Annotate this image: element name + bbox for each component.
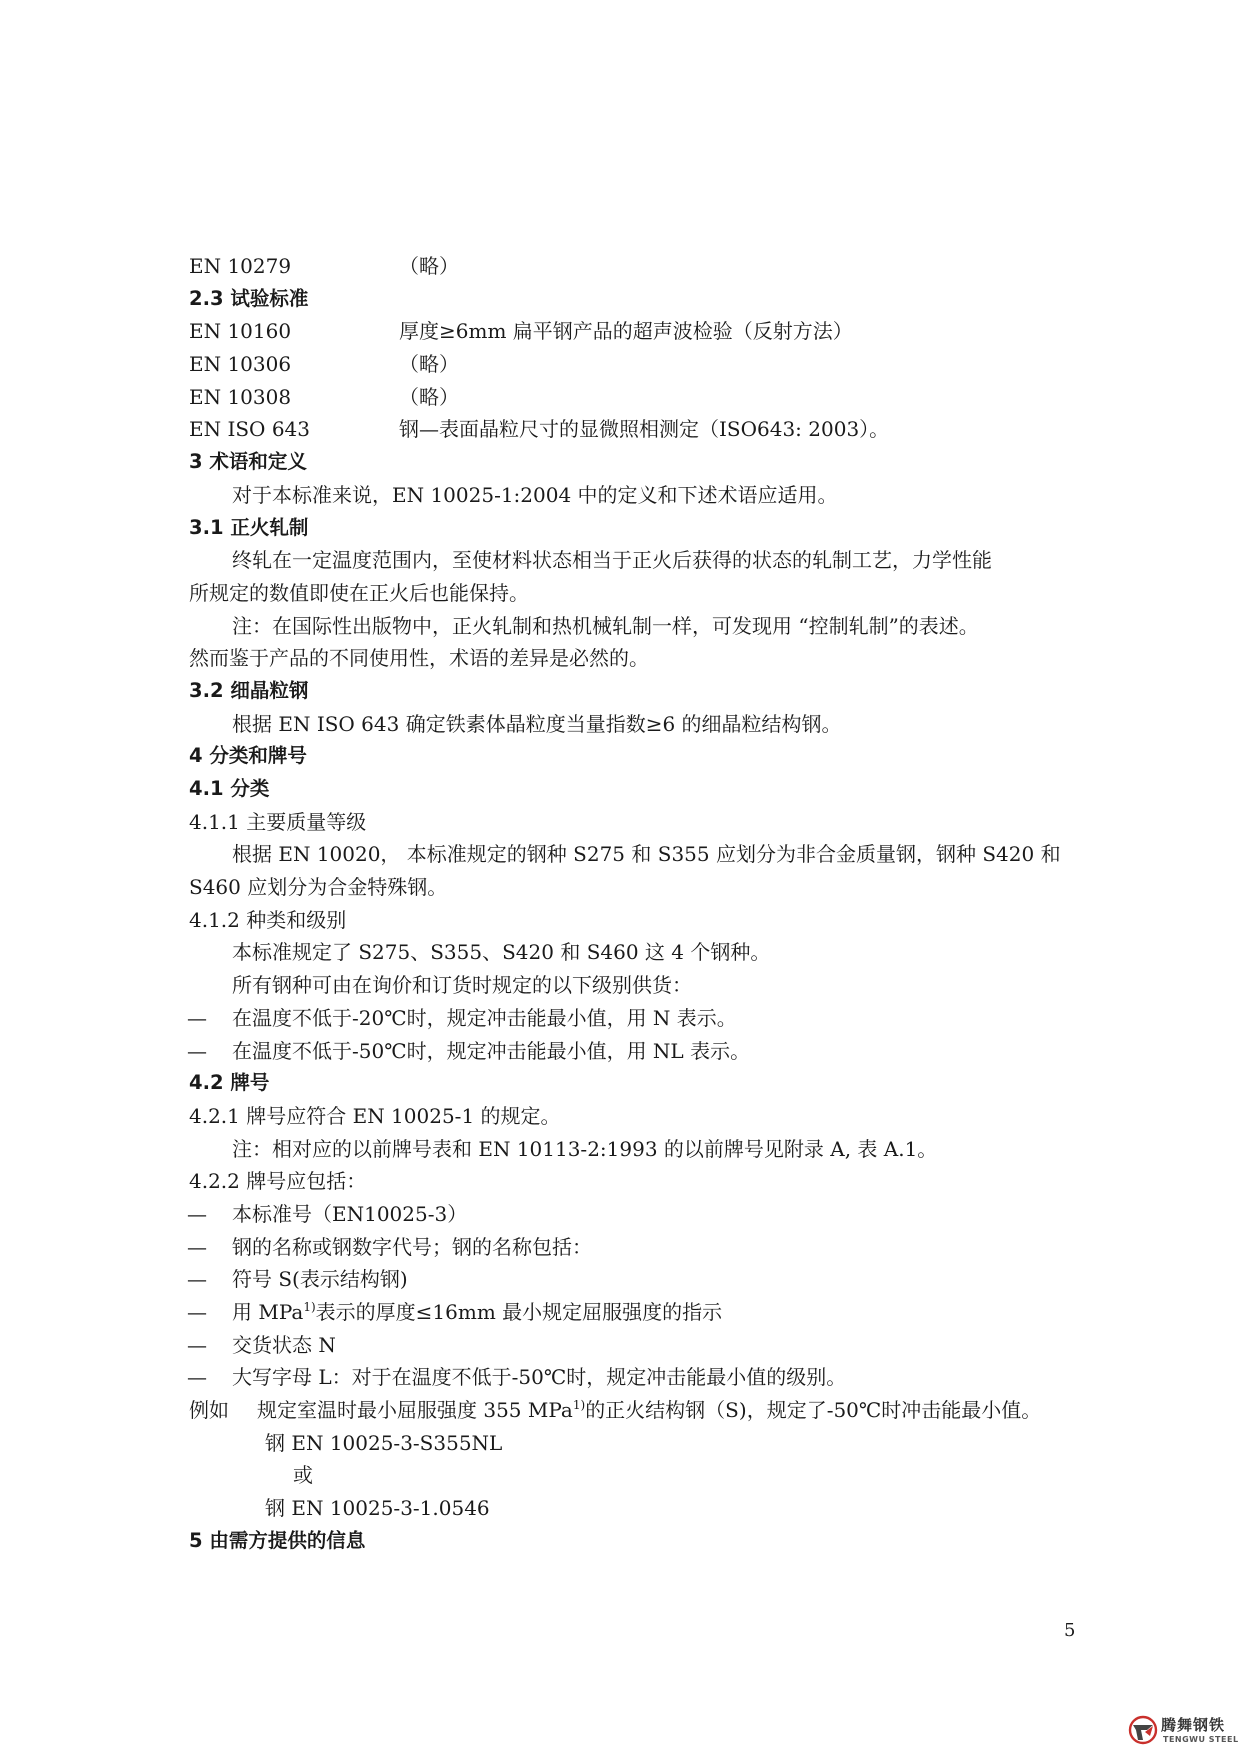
reference-code: EN 10306 — [189, 352, 292, 377]
reference-row — [189, 250, 1069, 283]
section-heading: 3.2 细晶粒钢 — [189, 678, 309, 702]
list-dash: — — [187, 1267, 207, 1292]
subsection-heading: 4.2.2 牌号应包括： — [189, 1169, 367, 1194]
list-item-text: 钢的名称或钢数字代号；钢的名称包括： — [232, 1234, 592, 1259]
section-heading: 3 术语和定义 — [189, 450, 307, 474]
list-item-text: 在温度不低于-50℃时，规定冲击能最小值，用 NL 表示。 — [232, 1038, 751, 1063]
reference-row — [189, 315, 1069, 348]
subsection-heading: 4.1.1 主要质量等级 — [189, 809, 367, 834]
reference-row — [189, 381, 1069, 414]
paragraph-line: 根据 EN 10020， 本标准规定的钢种 S275 和 S355 应划分为非合金质量钢，钢种 S420 和 — [232, 842, 1061, 867]
paragraph-line: 注：在国际性出版物中，正火轧制和热机械轧制一样，可发现用 “控制轧制”的表述。 — [232, 613, 979, 638]
list-dash: — — [187, 1300, 207, 1324]
reference-code: EN ISO 643 — [189, 417, 310, 442]
list-item — [187, 1329, 1067, 1362]
list-item — [187, 1263, 1067, 1296]
paragraph-line: 所规定的数值即使在正火后也能保持。 — [189, 580, 529, 605]
list-item-text: 表示的厚度≤16mm 最小规定屈服强度的指示 — [315, 1300, 723, 1324]
subsection-heading: 4.2.1 牌号应符合 EN 10025-1 的规定。 — [189, 1103, 561, 1128]
footnote-marker: 1) — [572, 1398, 586, 1413]
reference-code: EN 10308 — [189, 384, 292, 409]
section-heading: 5 由需方提供的信息 — [189, 1528, 366, 1552]
paragraph-line: 根据 EN ISO 643 确定铁素体晶粒度当量指数≥6 的细晶粒结构钢。 — [232, 711, 842, 736]
logo-subtitle: TENGWU STEEL — [1163, 1735, 1239, 1744]
list-dash: — — [187, 1038, 207, 1063]
reference-code: EN 10279 — [189, 254, 292, 278]
list-dash: — — [187, 1234, 207, 1259]
list-item — [187, 1002, 1067, 1035]
list-dash: — — [187, 1365, 207, 1390]
paragraph-line: 然而鉴于产品的不同使用性，术语的差异是必然的。 — [189, 646, 649, 671]
list-item — [187, 1361, 1067, 1394]
footnote-marker: 1) — [303, 1300, 316, 1314]
example-or: 或 — [293, 1463, 313, 1488]
example-designation: 钢 EN 10025-3-S355NL — [265, 1430, 503, 1455]
paragraph-line: 所有钢种可由在询价和订货时规定的以下级别供货： — [232, 973, 692, 998]
paragraph-line: 终轧在一定温度范围内，至使材料状态相当于正火后获得的状态的轧制工艺，力学性能 — [232, 548, 992, 573]
example-text: 规定室温时最小屈服强度 355 MPa — [257, 1398, 573, 1423]
company-logo — [1127, 1712, 1240, 1752]
page-content — [189, 250, 1069, 1558]
list-item-text: 大写字母 L：对于在温度不低于-50℃时，规定冲击能最小值的级别。 — [232, 1365, 847, 1390]
list-item-text: 本标准号（EN10025-3） — [232, 1201, 468, 1226]
example-designation: 钢 EN 10025-3-1.0546 — [265, 1496, 490, 1521]
list-item-text: 用 MPa — [232, 1300, 304, 1324]
logo-name: 腾舞钢铁 — [1161, 1716, 1226, 1734]
reference-row — [189, 413, 1069, 446]
subsection-heading: 4.1.2 种类和级别 — [189, 907, 347, 932]
list-dash: — — [187, 1005, 207, 1030]
tengwu-logo-icon — [1127, 1714, 1159, 1746]
page-number: 5 — [1064, 1620, 1076, 1641]
reference-description: （略） — [399, 384, 459, 409]
example-line — [189, 1394, 1069, 1427]
paragraph-line: 对于本标准来说，EN 10025-1:2004 中的定义和下述术语应适用。 — [232, 482, 838, 507]
list-item — [187, 1035, 1067, 1068]
list-dash: — — [187, 1201, 207, 1226]
paragraph-line: 本标准规定了 S275、S355、S420 和 S460 这 4 个钢种。 — [232, 940, 771, 965]
paragraph-line: 注：相对应的以前牌号表和 EN 10113-2:1993 的以前牌号见附录 A, 表 A.1。 — [232, 1136, 938, 1161]
section-heading: 4 分类和牌号 — [189, 744, 307, 768]
section-heading: 4.2 牌号 — [189, 1071, 270, 1095]
list-item-text: 交货状态 N — [232, 1332, 336, 1357]
list-item — [187, 1231, 1067, 1264]
example-text: 的正火结构钢（S)，规定了-50℃时冲击能最小值。 — [585, 1398, 1042, 1423]
list-dash: — — [187, 1332, 207, 1357]
section-heading: 2.3 试验标准 — [189, 286, 309, 310]
reference-description: 钢—表面晶粒尺寸的显微照相测定（ISO643: 2003）。 — [399, 417, 890, 442]
list-item — [187, 1296, 1067, 1329]
list-item — [187, 1198, 1067, 1231]
section-heading: 3.1 正火轧制 — [189, 515, 309, 539]
example-label: 例如 — [189, 1398, 229, 1423]
list-item-text: 在温度不低于-20℃时，规定冲击能最小值，用 N 表示。 — [232, 1005, 737, 1030]
reference-description: 厚度≥6mm 扁平钢产品的超声波检验（反射方法） — [399, 319, 853, 344]
paragraph-line: S460 应划分为合金特殊钢。 — [189, 875, 448, 900]
reference-description: （略） — [399, 352, 459, 377]
reference-description: （略） — [399, 254, 459, 278]
section-heading: 4.1 分类 — [189, 777, 270, 800]
reference-code: EN 10160 — [189, 319, 292, 344]
reference-row — [189, 348, 1069, 381]
list-item-text: 符号 S(表示结构钢) — [232, 1267, 408, 1292]
